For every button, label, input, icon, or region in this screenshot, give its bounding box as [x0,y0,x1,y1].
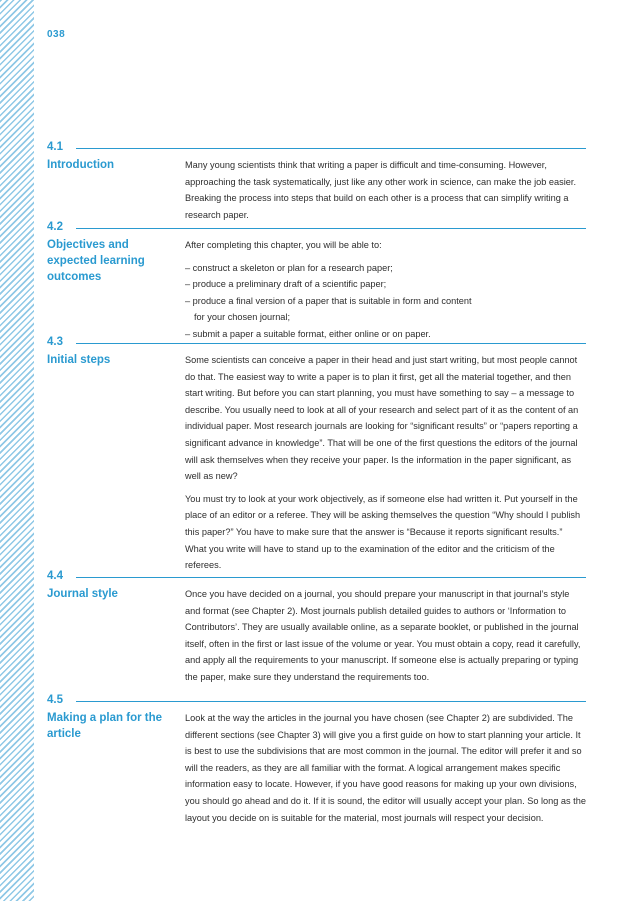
section-number: 4.1 [47,141,63,153]
section-title: Introduction [47,159,115,171]
section-title: Objectives and expected learning outcomes [47,239,145,283]
list-item: – produce a final version of a paper that is suitable in form and content [185,295,472,306]
section-number: 4.4 [47,570,63,582]
paragraph: Look at the way the articles in the journal you have chosen (see Chapter 2) are subdivided. The different sections (see Chapter 3) will give you a first guide on how to start planning your article. It is best to use the subdivisions that are most common in the journal. The editor will prefer it and so will the readers, as they are all familiar with the format. A logical arrangement makes specific information easy to locate. However, if you have good reasons for making up your own divisions, you should go ahead and do it. If it is sound, the editor will usually accept your plan. So long as the layout you decide on is suitable for the material, most journals will respect your decision. [185,713,586,823]
section-number: 4.2 [47,221,63,233]
section-title: Making a plan for the article [47,712,163,740]
section-body [185,352,586,580]
section-objectives [47,221,586,339]
paragraph: Some scientists can conceive a paper in their head and just start writing, but most people cannot do that. The easiest way to write a paper is to plan it first, get all the material together, and then start writing. But before you can start planning, you must have something to say – a message to describe. You usually need to look at all of your research and select part of it as the content of an individual paper. Most research journals are looking for “significant results” or “papers reporting a significant advance in knowledge”. That will be one of the first questions the editors of the journal will ask themselves when they receive your paper. Is the information in the paper significant, as well as new? [185,355,579,482]
section-body [185,710,586,832]
section-rule [76,577,586,578]
section-title: Initial steps [47,354,111,366]
list-intro: After completing this chapter, you will be able to: [185,240,382,250]
section-rule [76,228,586,229]
section-rule [76,343,586,344]
section-title: Journal style [47,588,118,600]
section-making-a-plan [47,694,586,823]
paragraph: You must try to look at your work objectively, as if someone else had written it. Put yourself in the place of an editor or a referee. They will be asking themselves the question “Why should I publish this paper?” You have to make sure that the answer is “Because it reports significant results.” What you write will have to stand up to the examination of the editor and the criticism of the referees. [185,493,581,571]
section-body [185,157,586,229]
objectives-list [185,260,586,343]
list-item: – produce a preliminary draft of a scientific paper; [185,279,387,290]
paragraph: Many young scientists think that writing a paper is difficult and time-consuming. However, approaching the task systematically, just like any other work in science, can make the job easier. Breaking the process into steps that build on each other is a process that can simplify writing a research paper. [185,160,577,220]
list-item: – construct a skeleton or plan for a research paper; [185,262,393,273]
section-rule [76,701,586,702]
page-number: 038 [47,29,66,40]
section-initial-steps [47,336,586,571]
section-body [185,237,586,343]
decorative-stripe-border [0,0,34,901]
section-body [185,586,586,692]
list-item-continuation: for your chosen journal; [194,312,291,323]
paragraph: Once you have decided on a journal, you should prepare your manuscript in that journal’s style and format (see Chapter 2). Most journals publish detailed guides to authors or ‘Information to Contributors’. They are usually available online, as a separate booklet, or published in the journal itself, often in the first or last issue of the volume or year. You must obtain a copy, read it carefully, and apply all the requirements to your manuscript. If someone else is actually preparing or typing the paper, make sure they understand the requirements too. [185,589,581,682]
section-journal-style [47,570,586,682]
section-number: 4.3 [47,336,63,348]
section-rule [76,148,586,149]
section-number: 4.5 [47,694,63,706]
section-introduction [47,141,586,220]
list-item: – submit a paper a suitable format, either online or on paper. [185,328,431,339]
